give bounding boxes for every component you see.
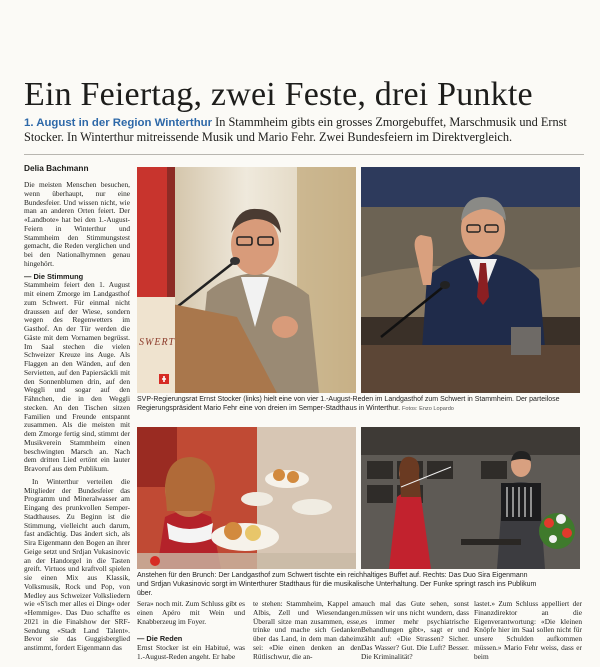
headline: Ein Feiertag, zwei Feste, drei Punkte	[24, 76, 533, 113]
body-paragraph-2: In Winterthur verteilen die Mitglieder der Bundesfeier das Programm und Mineralwasser am Eingang des prunkvollen Semper-Stadthauses. Zu Beginn ist die Stimmung, vielleicht auch darum, fast andächtig. Das ändert sich, als Sira Eigenmann den Bogen an ihrer Geige setzt und Srdjan Vukasinovic an der Handorgel in die Tasten greift. Virtuos und kraftvoll spielen sie einen Mix aus Klassik, Volksmusik, Rock und Pop, von Medley aus Schweizer Volksliedern wie «S'isch mer alles ei Ding» oder «Hemmige». Das Duo schaffte es 2021 in die Finalshow der SRF-Sendung «Stadt Land Talent». Bevor sie das Guggisberglied anstimmt, fordert Eigenmann das	[24, 476, 130, 652]
caption-top	[137, 395, 582, 414]
body-paragraph-1: Stammheim feiert den 1. August mit einem Zmorge im Landgasthof zum Schwert. Für einmal nicht draussen auf der Wiese, sondern wegen des Regenwetters im Gasthof. An der Tür werden die Gäste mit dem Vornamen begrüsst. Im Saal stechen die vielen Schweizer Kreuze ins Auge. Als Flaggen an den Wänden, auf den Servietten, auf den Papiersäckli mit den Sonnenblumen drin, auf den Weggli und sogar auf den Fähnchen, die in den Weggli stecken. An den Tischen sitzen Familien und Freunde entspannt zusammen. Als die meisten mit dem Zmorge fertig sind, stimmt der Musikverein Stammheim einen beschwingten Marsch an. Nach dem dritten Lied ertönt ein lauter Bravoruf aus dem Publikum.	[24, 280, 130, 473]
text-column-4: auch mal das Gute sehen, sonst müssen wir uns nicht wundern, dass es immer mehr psychiatrische Behandlungen gibt», sagt er und zählt auf: «Die Strassen? Sicher. Das Wasser? Gut. Die Luft? Besser. Die Kriminalität?	[361, 599, 469, 661]
caption-top-text: SVP-Regierungsrat Ernst Stocker (links) hielt eine von vier 1.-August-Reden im Landgasthof zum Schwert in Stammheim. Der parteilose Regierungspräsident Mario Fehr eine von dreien im Semper-Stadthaus in Winterthur.	[137, 396, 560, 413]
photo-credit: Fotos: Enzo Lopardo	[401, 406, 454, 413]
intro-paragraph: Die meisten Menschen besuchen, wenn überhaupt, nur eine Bundesfeier. Und wissen nicht, wie man an anderen Orten feiert. Der «Landbote» hat bei den 1.-August-Feiern in Winterthur und Stammheim den Stimmungstest gemacht, die Reden verglichen und bei den Nationalhymnen genau hingehört.	[24, 180, 130, 268]
photo-mario-fehr	[361, 167, 580, 393]
subheading-reden: — Die Reden	[137, 634, 183, 644]
subheading-stimmung: — Die Stimmung	[24, 271, 84, 281]
left-text-column	[24, 181, 130, 657]
divider	[24, 154, 584, 155]
lead-paragraph	[24, 115, 584, 144]
lectern-sign-text: SWERT	[139, 337, 176, 348]
lead-text: In Stammheim gibts ein grosses Zmorgebuffet, Marschmusik und Ernst Stocker. In Winterthur mitreissende Musik und Mario Fehr. Zwei Bundesfeiern im Direktvergleich.	[24, 115, 567, 144]
text-column-2	[137, 600, 245, 662]
photo-music-duo	[361, 427, 580, 569]
text-column-5: lastet.» Zum Schluss appelliert der Finanzdirektor an die Eigenverantwortung: «Die kleinen Knöpfe hier im Saal sollen nicht für unsere Schulden aufkommen müssen.» Mario Fehr weiss, dass er beim	[474, 599, 582, 661]
photo-brunch	[137, 427, 356, 569]
photo-ernst-stocker	[137, 167, 356, 393]
caption-bottom: Anstehen für den Brunch: Der Landgasthof zum Schwert tischte ein reichhaltiges Buffet auf. Rechts: Das Duo Sira Eigenmann und Srdjan Vukasinovic sorgt im Winterthurer Stadthaus für die musikalische Unterhaltung. Der Funke springt rasch ins Publikum über.	[137, 572, 537, 598]
text-column-3: te stehen: Stammheim, Kappel am Albis, Zell und Wiesendangen. Überall sitze man zusammen, esse, trinke und mache sich Gedanken über das Land, in dem man daheim sei: «Die einen denken an den Rütlischwur, die an-	[253, 599, 361, 661]
kicker: 1. August in der Region Winterthur	[24, 117, 213, 129]
col2-text-a: Sera» noch mit. Zum Schluss gibt es einen Apéro mit Wein und Knabberzeug im Foyer.	[137, 599, 245, 626]
author-byline: Delia Bachmann	[24, 163, 89, 173]
col2-text-b: Ernst Stocker ist ein Habitué, was 1.-August-Reden angeht. Er habe	[137, 642, 245, 661]
